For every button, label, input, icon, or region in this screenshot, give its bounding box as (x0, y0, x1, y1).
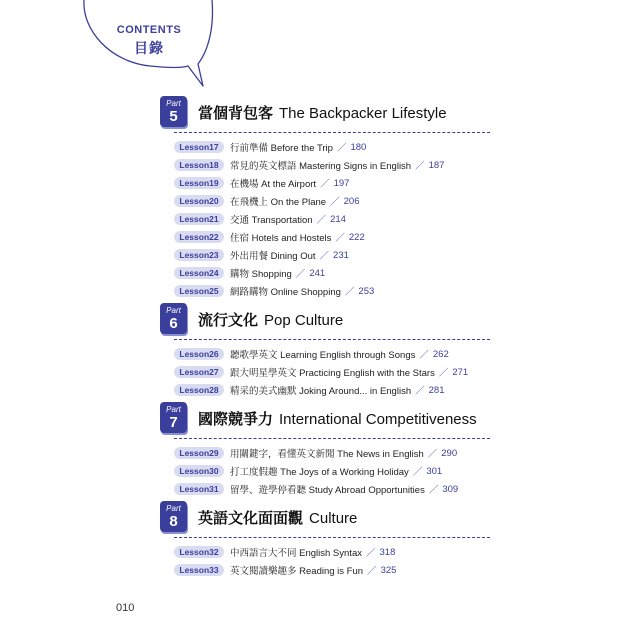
part-title-zh: 當個背包客 (198, 105, 274, 122)
part-badge-number: 8 (169, 513, 178, 530)
lesson-title: 用關鍵字，看懂英文新聞 The News in English (230, 449, 424, 460)
lesson-list (160, 345, 490, 399)
separator: ／ (344, 287, 355, 298)
part-title (198, 102, 447, 123)
lesson-page: 222 (348, 231, 365, 243)
part-header (160, 402, 490, 436)
part-title-zh: 流行文化 (198, 312, 259, 329)
part-badge (160, 96, 187, 127)
contents-heading-en: CONTENTS (116, 24, 182, 36)
part-title-en: The Backpacker Lifestyle (279, 105, 447, 122)
lesson-row[interactable] (174, 381, 490, 399)
part-badge-label: Part (166, 405, 181, 414)
lesson-row[interactable] (174, 210, 490, 228)
separator: ／ (330, 197, 340, 208)
part-badge-label: Part (166, 504, 181, 513)
lesson-page: 290 (441, 447, 458, 459)
separator: ／ (419, 350, 429, 361)
part-header (160, 501, 490, 535)
dashed-divider (174, 537, 490, 538)
lesson-row[interactable] (174, 480, 490, 498)
lesson-page: 318 (379, 546, 396, 558)
page-number: 010 (116, 602, 135, 614)
lesson-tag: Lesson26 (174, 348, 224, 360)
lesson-title: 網路購物 Online Shopping (230, 287, 341, 298)
lesson-title: 留學、遊學停看聽 Study Abroad Opportunities (230, 485, 425, 496)
part-badge-label: Part (166, 99, 181, 108)
separator: ／ (335, 233, 345, 244)
lesson-tag: Lesson33 (174, 564, 224, 576)
lesson-page: 325 (380, 564, 397, 576)
lesson-row[interactable] (174, 174, 490, 192)
separator: ／ (320, 179, 330, 190)
lesson-row[interactable] (174, 543, 490, 561)
lesson-row[interactable] (174, 192, 490, 210)
lesson-row[interactable] (174, 138, 490, 156)
lesson-list (160, 543, 490, 579)
lesson-page: 281 (428, 384, 445, 396)
lesson-row[interactable] (174, 282, 490, 300)
lesson-title: 交通 Transportation (230, 215, 313, 226)
lesson-row[interactable] (174, 561, 490, 579)
separator: ／ (316, 215, 327, 226)
dashed-divider (174, 438, 490, 439)
lesson-tag: Lesson27 (174, 366, 224, 378)
lesson-tag: Lesson29 (174, 447, 224, 459)
lesson-title: 常見的英文標語 Mastering Signs in English (230, 161, 412, 172)
lesson-page: 241 (309, 267, 326, 279)
lesson-title: 住宿 Hotels and Hostels (230, 233, 332, 244)
separator: ／ (367, 566, 377, 577)
lesson-title: 行前準備 Before the Trip (230, 143, 333, 154)
dashed-divider (174, 132, 490, 133)
part-header (160, 96, 490, 130)
part-section (160, 96, 490, 300)
lesson-row[interactable] (174, 228, 490, 246)
separator: ／ (415, 386, 425, 397)
part-badge-number: 7 (169, 414, 178, 431)
separator: ／ (412, 467, 423, 478)
lesson-page: 301 (426, 465, 443, 477)
separator: ／ (438, 368, 449, 379)
lesson-tag: Lesson23 (174, 249, 224, 261)
separator: ／ (427, 449, 438, 460)
lesson-tag: Lesson31 (174, 483, 224, 495)
part-badge (160, 501, 187, 532)
part-title-zh: 英語文化面面觀 (198, 510, 304, 527)
part-badge-label: Part (166, 306, 181, 315)
lesson-tag: Lesson32 (174, 546, 224, 558)
lesson-tag: Lesson20 (174, 195, 224, 207)
part-title-zh: 國際競爭力 (198, 411, 274, 428)
lesson-row[interactable] (174, 246, 490, 264)
separator: ／ (415, 161, 425, 172)
dashed-divider (174, 339, 490, 340)
part-title-en: Culture (309, 510, 358, 527)
part-section (160, 501, 490, 579)
lesson-row[interactable] (174, 363, 490, 381)
lesson-row[interactable] (174, 345, 490, 363)
lesson-tag: Lesson17 (174, 141, 224, 153)
lesson-page: 309 (442, 483, 459, 495)
lesson-page: 231 (333, 249, 349, 261)
lesson-page: 214 (330, 213, 346, 225)
lesson-row[interactable] (174, 156, 490, 174)
part-section (160, 303, 490, 399)
lesson-tag: Lesson19 (174, 177, 224, 189)
lesson-tag: Lesson24 (174, 267, 224, 279)
lesson-page: 271 (452, 366, 469, 378)
lesson-tag: Lesson28 (174, 384, 224, 396)
lesson-title: 打工度假趣 The Joys of a Working Holiday (230, 467, 409, 478)
lesson-tag: Lesson22 (174, 231, 224, 243)
part-badge (160, 402, 187, 433)
lesson-list (160, 138, 490, 300)
part-title-en: Pop Culture (264, 312, 344, 329)
lesson-title: 在飛機上 On the Plane (230, 197, 327, 208)
lesson-title: 外出用餐 Dining Out (230, 251, 316, 262)
lesson-row[interactable] (174, 462, 490, 480)
lesson-page: 262 (432, 348, 449, 360)
lesson-title: 中西語言大不同 English Syntax (230, 548, 362, 559)
lesson-title: 聽歌學英文 Learning English through Songs (230, 350, 416, 361)
part-title (198, 408, 477, 429)
lesson-tag: Lesson25 (174, 285, 224, 297)
separator: ／ (319, 251, 330, 262)
lesson-title: 在機場 At the Airport (230, 179, 317, 190)
part-title (198, 309, 343, 330)
lesson-tag: Lesson18 (174, 159, 224, 171)
separator: ／ (428, 485, 439, 496)
lesson-tag: Lesson30 (174, 465, 224, 477)
part-header (160, 303, 490, 337)
lesson-row[interactable] (174, 264, 490, 282)
contents-heading-zh: 目錄 (134, 40, 164, 56)
lesson-page: 206 (343, 195, 360, 207)
lesson-page: 253 (358, 285, 375, 297)
separator: ／ (336, 143, 347, 154)
lesson-title: 精采的美式幽默 Joking Around... in English (230, 386, 412, 397)
part-section (160, 402, 490, 498)
separator: ／ (365, 548, 376, 559)
separator: ／ (295, 269, 306, 280)
lesson-list (160, 444, 490, 498)
part-title-en: International Competitiveness (279, 411, 477, 428)
lesson-page: 197 (333, 177, 350, 189)
part-badge-number: 5 (169, 108, 178, 125)
lesson-title: 購物 Shopping (230, 269, 292, 280)
part-badge-number: 6 (169, 315, 178, 332)
lesson-page: 187 (428, 159, 445, 171)
lesson-title: 英文閱讀樂趣多 Reading is Fun (230, 566, 364, 577)
lesson-row[interactable] (174, 444, 490, 462)
part-title (198, 507, 357, 528)
part-badge (160, 303, 187, 334)
lesson-title: 跟大明星學英文 Practicing English with the Stars (230, 368, 435, 379)
lesson-page: 180 (350, 141, 367, 153)
lesson-tag: Lesson21 (174, 213, 224, 225)
